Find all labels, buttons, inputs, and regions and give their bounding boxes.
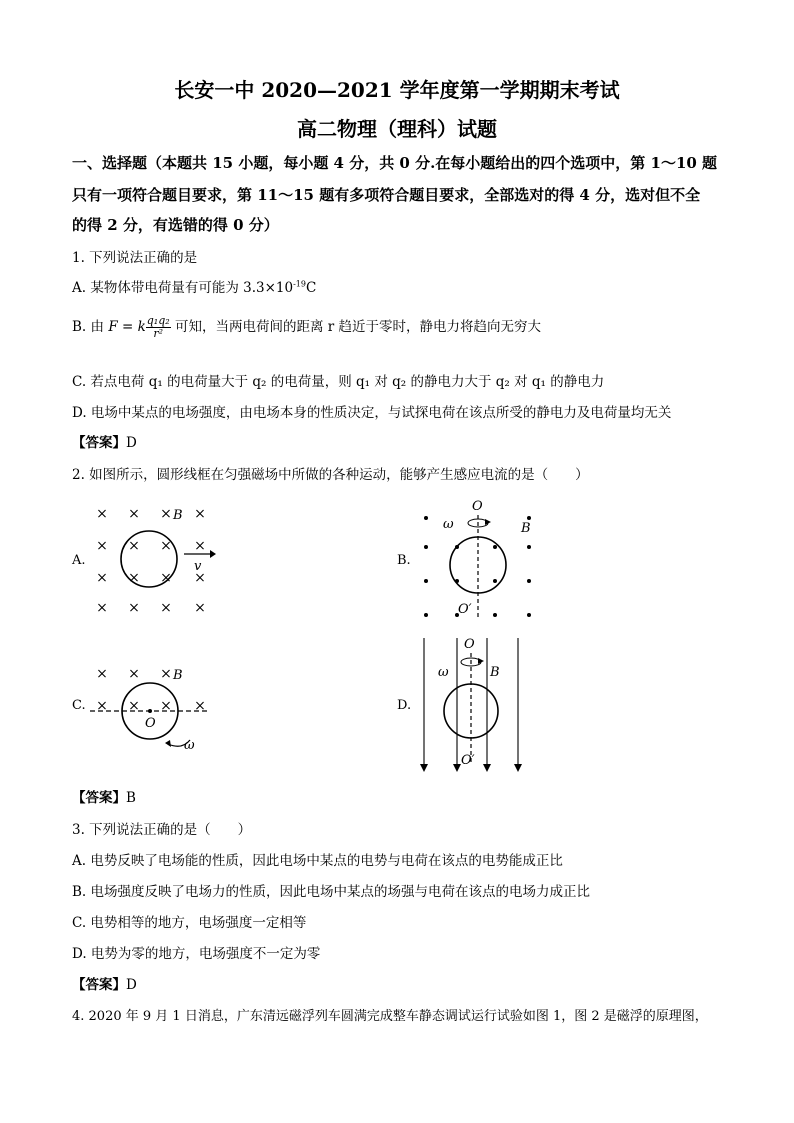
svg-text:×: × [160, 506, 172, 522]
omega-symbol: ω [438, 665, 449, 680]
figure-c-label: C. [72, 698, 86, 713]
svg-text:×: × [194, 600, 206, 616]
velocity-symbol: v [194, 559, 202, 574]
q2-answer: 【答案】B [72, 790, 136, 806]
svg-text:×: × [128, 698, 140, 714]
svg-text:×: × [128, 570, 140, 586]
svg-text:×: × [96, 600, 108, 616]
q1-answer: 【答案】D [72, 435, 137, 451]
q3-option-a: A. 电势反映了电场能的性质，因此电场中某点的电势与电荷在该点的电势能成正比 [72, 853, 563, 869]
svg-text:×: × [160, 570, 172, 586]
svg-text:×: × [160, 538, 172, 554]
svg-text:×: × [128, 600, 140, 616]
svg-text:×: × [194, 538, 206, 554]
q1-option-b: B. 由 F = k $\frac{\text{q₁q₂}}{\text{r²}}$ 可知，当两电荷间的距离 r 趋近于零时，静电力将趋向无穷大 [72, 314, 542, 340]
q3-answer: 【答案】D [72, 977, 137, 993]
axis-o-symbol: O [464, 637, 475, 652]
formula-fraction: $\frac{\text{q₁q₂}}{\text{r²}}$ [146, 314, 170, 340]
svg-text:×: × [194, 506, 206, 522]
q1-stem: 1. 下列说法正确的是 [72, 250, 198, 266]
exam-subtitle: 高二物理（理科）试题 [297, 117, 497, 141]
field-b-symbol: B [173, 668, 183, 683]
svg-text:×: × [96, 666, 108, 682]
section-line-3: 的得 2 分，有选错的得 0 分） [72, 216, 279, 234]
axis-o-prime-symbol: O′ [458, 602, 472, 617]
axis-o-prime-symbol: O′ [461, 753, 475, 768]
svg-text:×: × [128, 538, 140, 554]
q3-option-b: B. 电场强度反映了电场力的性质，因此电场中某点的场强与电荷在该点的电场力成正比 [72, 884, 591, 900]
svg-text:×: × [96, 698, 108, 714]
omega-symbol: ω [184, 738, 195, 753]
svg-text:×: × [128, 506, 140, 522]
q3-stem: 3. 下列说法正确的是（ ） [72, 822, 252, 838]
figure-d [412, 633, 542, 775]
figure-a [86, 500, 226, 620]
exam-title: 长安一中 2020—2021 学年度第一学期期末考试 [174, 78, 620, 102]
section-line-1: 一、选择题（本题共 15 小题，每小题 4 分，共 0 分.在每小题给出的四个选项中，第 1～10 题 [72, 154, 718, 172]
svg-text:×: × [128, 666, 140, 682]
figure-b [412, 495, 552, 625]
q1-option-c: C. 若点电荷 q₁ 的电荷量大于 q₂ 的电荷量，则 q₁ 对 q₂ 的静电力大于 q₂ 对 q₁ 的静电力 [72, 374, 605, 390]
q4-stem: 4. 2020 年 9 月 1 日消息，广东清远磁浮列车圆满完成整车静态调试运行试验如图 1，图 2 是磁浮的原理图， [72, 1009, 708, 1024]
figure-d-label: D. [397, 698, 412, 713]
figure-c [86, 660, 226, 760]
svg-text:×: × [160, 698, 172, 714]
field-b-symbol: B [173, 508, 183, 523]
q3-option-c: C. 电势相等的地方，电场强度一定相等 [72, 915, 307, 931]
center-o-symbol: O [145, 716, 156, 731]
svg-text:×: × [160, 666, 172, 682]
q3-option-d: D. 电势为零的地方，电场强度不一定为零 [72, 946, 321, 962]
svg-text:×: × [194, 570, 206, 586]
field-b-symbol: B [521, 521, 531, 536]
q1-option-d: D. 电场中某点的电场强度，由电场本身的性质决定，与试探电荷在该点所受的静电力及电荷量均无关 [72, 405, 672, 421]
q2-stem: 2. 如图所示，圆形线框在匀强磁场中所做的各种运动，能够产生感应电流的是（ ） [72, 467, 589, 483]
figure-a-label: A. [72, 553, 86, 568]
figure-b-label: B. [397, 553, 411, 568]
svg-text:×: × [96, 538, 108, 554]
svg-text:×: × [96, 506, 108, 522]
axis-o-symbol: O [472, 499, 483, 514]
section-line-2: 只有一项符合题目要求，第 11～15 题有多项符合题目要求，全部选对的得 4 分，选对但不全 [72, 186, 701, 204]
svg-text:×: × [160, 600, 172, 616]
coulomb-formula: F = k [108, 319, 146, 335]
svg-text:×: × [96, 570, 108, 586]
q1-option-a: A. 某物体带电荷量有可能为 $3.3\times 10^{-19}C$ [72, 279, 317, 296]
omega-symbol: ω [443, 517, 454, 532]
svg-text:×: × [194, 698, 206, 714]
field-b-symbol: B [490, 665, 500, 680]
